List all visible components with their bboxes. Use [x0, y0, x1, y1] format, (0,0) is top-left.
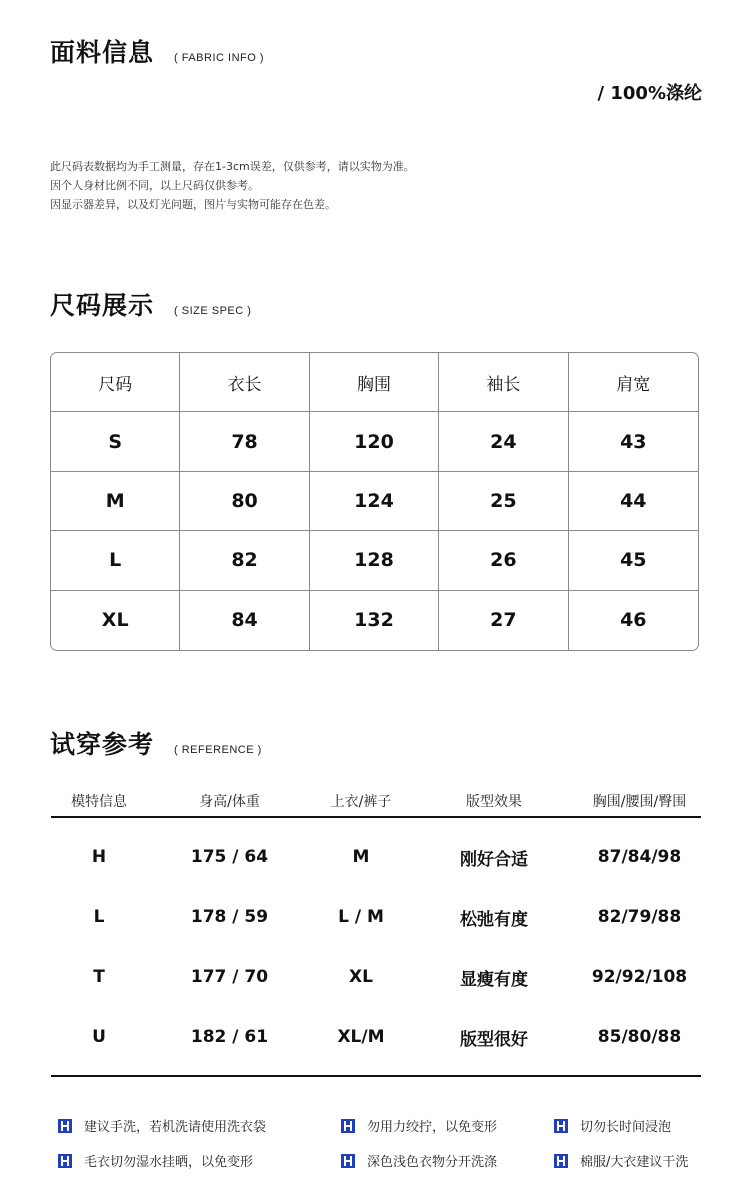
reference-cell: H [91, 847, 107, 867]
size-header-cell: 袖长 [439, 353, 568, 412]
size-cell: 124 [310, 472, 439, 531]
size-header-cell: 肩宽 [569, 353, 698, 412]
reference-cell: 刚好合适 [460, 849, 528, 870]
reference-cell: M [352, 847, 370, 867]
size-cell: 43 [569, 412, 698, 471]
h-square-icon [554, 1154, 568, 1168]
size-cell: 26 [439, 531, 568, 590]
care-item [554, 1116, 671, 1135]
care-item [341, 1151, 497, 1170]
reference-header-cell: 胸围/腰围/臀围 [592, 793, 687, 810]
reference-cell: L / M [338, 907, 384, 927]
reference-row [51, 887, 701, 947]
reference-cell: 177 / 70 [190, 967, 269, 987]
size-header-cell: 胸围 [310, 353, 439, 412]
note-line: 此尺码表数据均为手工测量，存在1-3cm误差，仅供参考，请以实物为准。 [50, 160, 415, 173]
fabric-title-en: ( FABRIC INFO ) [174, 52, 265, 64]
reference-cell: 85/80/88 [597, 1027, 682, 1047]
size-cell: 44 [569, 472, 698, 531]
measurement-notes [50, 157, 415, 214]
size-cell: M [51, 472, 180, 531]
h-square-icon [554, 1119, 568, 1133]
size-table [50, 352, 699, 651]
size-table-row [51, 531, 698, 590]
size-cell: 120 [310, 412, 439, 471]
size-table-row [51, 472, 698, 531]
h-square-icon [341, 1119, 355, 1133]
size-cell: 80 [180, 472, 309, 531]
reference-cell: 87/84/98 [597, 847, 682, 867]
size-cell: 84 [180, 591, 309, 650]
reference-title-en: ( REFERENCE ) [174, 744, 262, 756]
size-title-en: ( SIZE SPEC ) [174, 305, 252, 317]
size-table-header [51, 353, 698, 412]
size-cell: 46 [620, 609, 647, 632]
reference-row [51, 947, 701, 1007]
reference-cell: 显瘦有度 [460, 969, 528, 990]
size-cell: 128 [310, 531, 439, 590]
reference-header-cell: 身高/体重 [199, 793, 260, 810]
care-item [58, 1151, 253, 1170]
reference-header-row [51, 785, 701, 818]
reference-header-cell: 版型效果 [466, 793, 522, 810]
reference-body [51, 818, 701, 1077]
size-cell: L [51, 531, 180, 590]
size-title-cn: 尺码展示 [50, 291, 155, 320]
reference-section-title [50, 725, 262, 761]
size-cell: 27 [439, 591, 568, 650]
care-item-text: 毛衣切勿湿水挂晒，以免变形 [84, 1155, 254, 1170]
reference-cell: U [92, 1027, 106, 1047]
reference-header-cell: 上衣/裤子 [330, 793, 392, 810]
size-table-row [51, 412, 698, 471]
reference-cell: 松弛有度 [460, 909, 528, 930]
reference-cell: 版型很好 [460, 1029, 528, 1050]
reference-cell: 175 / 64 [190, 847, 269, 867]
size-cell: S [51, 412, 180, 471]
size-header-cell: 尺码 [51, 353, 180, 412]
size-header-cell: 衣长 [180, 353, 309, 412]
fabric-section-title [50, 33, 264, 69]
care-item [554, 1151, 688, 1170]
reference-title-cn: 试穿参考 [50, 730, 155, 759]
reference-cell: T [93, 967, 105, 987]
reference-cell: 82/79/88 [597, 907, 682, 927]
fabric-title-cn: 面料信息 [50, 38, 155, 67]
size-section-title [50, 286, 251, 322]
note-line: 因显示器差异，以及灯光问题，图片与实物可能存在色差。 [50, 198, 336, 211]
size-cell: 82 [180, 531, 309, 590]
size-cell: 78 [180, 412, 309, 471]
reference-header-cell: 模特信息 [71, 793, 127, 810]
h-square-icon [58, 1119, 72, 1133]
care-item-text: 勿用力绞拧，以免变形 [367, 1120, 498, 1135]
care-item-text: 建议手洗，若机洗请使用洗衣袋 [84, 1120, 267, 1135]
care-item [341, 1116, 497, 1135]
note-line: 因个人身材比例不同，以上尺码仅供参考。 [50, 179, 259, 192]
reference-cell: L [93, 907, 105, 927]
fabric-composition: / 100%涤纶 [597, 83, 702, 104]
care-item-text: 棉服/大衣建议干洗 [580, 1155, 689, 1170]
reference-row [51, 827, 701, 887]
reference-row [51, 1007, 701, 1067]
size-cell: 132 [310, 591, 439, 650]
size-cell: 25 [439, 472, 568, 531]
size-cell: 24 [439, 412, 568, 471]
h-square-icon [341, 1154, 355, 1168]
size-cell: XL [51, 591, 180, 650]
care-item-text: 深色浅色衣物分开洗涤 [367, 1155, 498, 1170]
reference-cell: 92/92/108 [591, 967, 688, 987]
reference-cell: XL [349, 967, 373, 987]
care-item-text: 切勿长时间浸泡 [580, 1120, 672, 1135]
care-item [58, 1116, 266, 1135]
reference-cell: 178 / 59 [190, 907, 269, 927]
size-table-row [51, 591, 698, 650]
reference-cell: 182 / 61 [190, 1027, 269, 1047]
h-square-icon [58, 1154, 72, 1168]
reference-table [51, 785, 701, 1077]
size-cell: 45 [569, 531, 698, 590]
reference-cell: XL/M [337, 1027, 385, 1047]
